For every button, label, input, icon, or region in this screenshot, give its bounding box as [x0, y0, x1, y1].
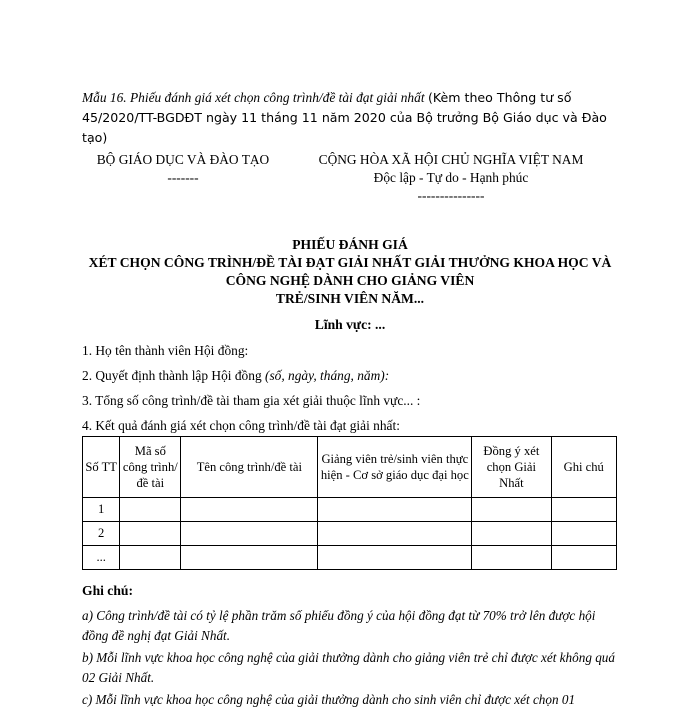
row-number: 1 [83, 498, 120, 522]
cell-title[interactable] [181, 522, 318, 546]
cell-code[interactable] [120, 546, 181, 570]
table-header-row [83, 437, 617, 498]
col-header-agree: Đồng ý xét chọn Giải Nhất [472, 437, 551, 498]
cell-author[interactable] [318, 546, 472, 570]
item-1: 1. Họ tên thành viên Hội đồng: [82, 343, 249, 358]
evaluation-table [82, 436, 617, 570]
cell-title[interactable] [181, 498, 318, 522]
notes-heading: Ghi chú: [82, 583, 133, 598]
item-3: 3. Tổng số công trình/đề tài tham gia xét giải thuộc lĩnh vực... : [82, 393, 421, 408]
cell-author[interactable] [318, 522, 472, 546]
document-title [70, 236, 630, 308]
note-a: a) Công trình/đề tài có tỷ lệ phần trăm số phiếu đồng ý của hội đồng đạt từ 70% trở lên được hội đồng đề nghị đạt Giải Nhất. [82, 608, 596, 643]
row-number: ... [83, 546, 120, 570]
cell-agree[interactable] [472, 522, 551, 546]
col-header-stt: Số TT [83, 437, 120, 498]
cell-note[interactable] [551, 546, 617, 570]
cell-title[interactable] [181, 546, 318, 570]
title-line-1: PHIẾU ĐÁNH GIÁ [292, 237, 408, 252]
row-number: 2 [83, 522, 120, 546]
col-header-note: Ghi chú [551, 437, 617, 498]
cell-agree[interactable] [472, 498, 551, 522]
note-b: b) Mỗi lĩnh vực khoa học công nghệ của giải thưởng dành cho giảng viên trẻ chỉ được xét không quá 02 Giải Nhất. [82, 650, 615, 685]
motto-dashes: --------------- [417, 188, 485, 203]
cell-agree[interactable] [472, 546, 551, 570]
cell-code[interactable] [120, 522, 181, 546]
col-header-author: Giảng viên trẻ/sinh viên thực hiện - Cơ sở giáo dục đại học [318, 437, 472, 498]
field-label: Lĩnh vực: ... [314, 317, 386, 332]
republic-header [306, 151, 596, 205]
ministry-header [88, 151, 278, 187]
item-2-italic: (số, ngày, tháng, năm): [264, 368, 390, 383]
ministry-dashes: ------- [167, 170, 199, 185]
national-motto: Độc lập - Tự do - Hạnh phúc [373, 170, 529, 185]
item-4: 4. Kết quả đánh giá xét chọn công trình/đề tài đạt giải nhất: [82, 418, 400, 433]
form-reference: (Kèm theo Thông tư số 45/2020/TT-BGDĐT ngày 11 tháng 11 năm 2020 của Bộ trưởng Bộ Giáo dục và Đào tạo) [82, 90, 607, 145]
intro-paragraph [82, 88, 622, 148]
form-label: Mẫu 16. Phiếu đánh giá xét chọn công trình/đề tài đạt giải nhất [82, 90, 425, 105]
col-header-title: Tên công trình/đề tài [181, 437, 318, 498]
cell-author[interactable] [318, 498, 472, 522]
table-row [83, 498, 617, 522]
item-2-text: 2. Quyết định thành lập Hội đồng [82, 368, 265, 383]
note-c: c) Mỗi lĩnh vực khoa học công nghệ của giải thưởng dành cho sinh viên chỉ được xét chọn 01 [82, 692, 576, 707]
item-2 [82, 368, 389, 384]
table-row [83, 522, 617, 546]
ministry-name: BỘ GIÁO DỤC VÀ ĐÀO TẠO [96, 152, 270, 167]
republic-name: CỘNG HÒA XÃ HỘI CHỦ NGHĨA VIỆT NAM [318, 152, 584, 167]
col-header-code: Mã số công trình/đề tài [120, 437, 181, 498]
title-line-4: TRẺ/SINH VIÊN NĂM... [275, 291, 425, 306]
title-line-2: XÉT CHỌN CÔNG TRÌNH/ĐỀ TÀI ĐẠT GIẢI NHẤT GIẢI THƯỞNG KHOA HỌC VÀ [88, 255, 612, 270]
title-line-3: CÔNG NGHỆ DÀNH CHO GIẢNG VIÊN [225, 273, 475, 288]
cell-code[interactable] [120, 498, 181, 522]
table-row [83, 546, 617, 570]
cell-note[interactable] [551, 522, 617, 546]
cell-note[interactable] [551, 498, 617, 522]
